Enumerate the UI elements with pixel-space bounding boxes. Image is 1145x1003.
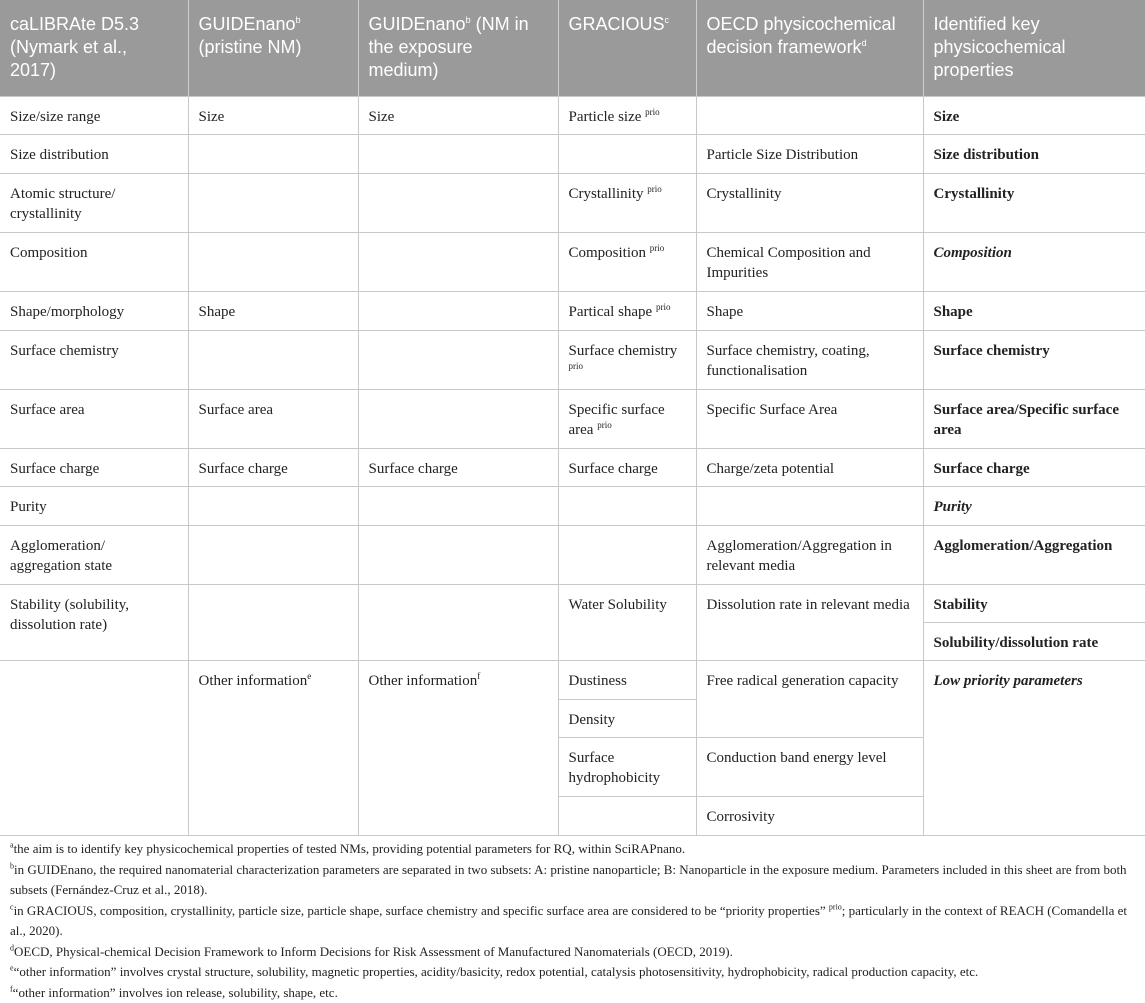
cell: Surface hydrophobicity [558,737,696,796]
table-row [0,330,1145,389]
header-key-properties: Identified key physicochemical properties [923,0,1145,96]
table-row [0,584,1145,622]
table-row [0,134,1145,173]
cell: Agglomeration/ aggregation state [0,525,188,584]
key-property-cell: Shape [923,291,1145,330]
cell: Corrosivity [696,796,923,835]
cell [358,330,558,389]
cell [188,584,358,660]
cell: Agglomeration/Aggregation in relevant media [696,525,923,584]
cell [358,291,558,330]
cell: Shape [188,291,358,330]
header-row [0,0,1145,96]
table-row [0,96,1145,134]
key-property-cell: Crystallinity [923,173,1145,232]
cell: Surface charge [558,448,696,486]
header-oecd: OECD physicochemical decision framework$^d$ [696,0,923,96]
cell [358,389,558,448]
table-row [0,232,1145,291]
cell: Surface charge [0,448,188,486]
cell [188,330,358,389]
table-row [0,660,1145,699]
cell [558,796,696,835]
cell [0,660,188,835]
cell [358,525,558,584]
cell: Particle Size Distribution [696,134,923,173]
cell: Surface charge [358,448,558,486]
header-calibrate: caLIBRAte D5.3 (Nymark et al., 2017) [0,0,188,96]
cell: Other information$^e$ [188,660,358,835]
cell: Size distribution [0,134,188,173]
cell: Shape [696,291,923,330]
cell [358,232,558,291]
key-property-cell: Low priority parameters [923,660,1145,835]
cell [558,525,696,584]
cell: Surface chemistry, coating, functionalisation [696,330,923,389]
cell: Conduction band energy level [696,737,923,796]
cell: Size [188,96,358,134]
key-property-cell: Stability [923,584,1145,622]
key-property-cell: Agglomeration/Aggregation [923,525,1145,584]
cell [358,134,558,173]
cell [558,486,696,525]
cell [188,134,358,173]
cell: Specific surface area $^{prio}$ [558,389,696,448]
key-property-cell: Composition [923,232,1145,291]
cell [358,486,558,525]
cell: Other information$^f$ [358,660,558,835]
cell: Specific Surface Area [696,389,923,448]
footnote-c: $^c$in GRACIOUS, composition, crystallinity, particle size, particle shape, surface chemistry and specific surface area are considered to be “priority properties” $^{prio}$; particularly in the context of REACH (Comandella et al., 2020). [10,902,1127,938]
footnote-d: $^d$OECD, Physical-chemical Decision Framework to Inform Decisions for Risk Assessment of Manufactured Nanomaterials (OECD, 2019). [10,943,733,959]
cell [188,486,358,525]
header-guidenano-medium: GUIDEnano$^b$ (NM in the exposure medium) [358,0,558,96]
cell [358,584,558,660]
cell [188,525,358,584]
cell: Size/size range [0,96,188,134]
cell: Particle size $^{prio}$ [558,96,696,134]
cell: Surface charge [188,448,358,486]
cell [188,232,358,291]
cell: Surface chemistry $^{prio}$ [558,330,696,389]
footnote-e: $^e$“other information” involves crystal structure, solubility, magnetic properties, acidity/basicity, redox potential, catalysis photosensitivity, hydrophobicity, radical production capacity, etc. [10,963,979,979]
table-row [0,389,1145,448]
table-row [0,486,1145,525]
header-gracious: GRACIOUS$^c$ [558,0,696,96]
key-property-cell: Size [923,96,1145,134]
key-property-cell: Surface charge [923,448,1145,486]
cell: Crystallinity $^{prio}$ [558,173,696,232]
cell: Purity [0,486,188,525]
cell: Partical shape $^{prio}$ [558,291,696,330]
cell: Composition $^{prio}$ [558,232,696,291]
cell: Water Solubility [558,584,696,660]
cell: Stability (solubility, dissolution rate) [0,584,188,660]
table-row [0,448,1145,486]
table-row [0,291,1145,330]
cell: Surface area [0,389,188,448]
footnote-b: $^b$in GUIDEnano, the required nanomaterial characterization parameters are separated in two subsets: A: pristine nanoparticle; B: Nanoparticle in the exposure medium. Parameters included in this sheet are from both subsets (Fernández-Cruz et al., 2018). [10,861,1127,897]
table-row [0,525,1145,584]
cell: Shape/morphology [0,291,188,330]
cell: Chemical Composition and Impurities [696,232,923,291]
cell: Charge/zeta potential [696,448,923,486]
cell: Density [558,699,696,737]
cell [358,173,558,232]
cell [188,173,358,232]
cell: Free radical generation capacity [696,660,923,737]
cell [696,486,923,525]
key-property-cell: Surface chemistry [923,330,1145,389]
cell: Atomic structure/ crystallinity [0,173,188,232]
cell [558,134,696,173]
header-guidenano-pristine: GUIDEnano$^b$ (pristine NM) [188,0,358,96]
cell: Surface chemistry [0,330,188,389]
cell: Dissolution rate in relevant media [696,584,923,660]
cell: Dustiness [558,660,696,699]
key-property-cell: Surface area/Specific surface area [923,389,1145,448]
table-row [0,173,1145,232]
cell [696,96,923,134]
key-property-cell: Size distribution [923,134,1145,173]
table-footnotes [10,839,1140,1003]
key-property-cell: Purity [923,486,1145,525]
cell: Crystallinity [696,173,923,232]
footnote-a: $^a$the aim is to identify key physicochemical properties of tested NMs, providing potential parameters for RQ, within SciRAPnano. [10,840,686,856]
footnote-f: $^f$“other information” involves ion release, solubility, shape, etc. [10,984,338,1000]
cell: Surface area [188,389,358,448]
key-property-cell: Solubility/dissolution rate [923,622,1145,660]
cell: Size [358,96,558,134]
cell: Composition [0,232,188,291]
